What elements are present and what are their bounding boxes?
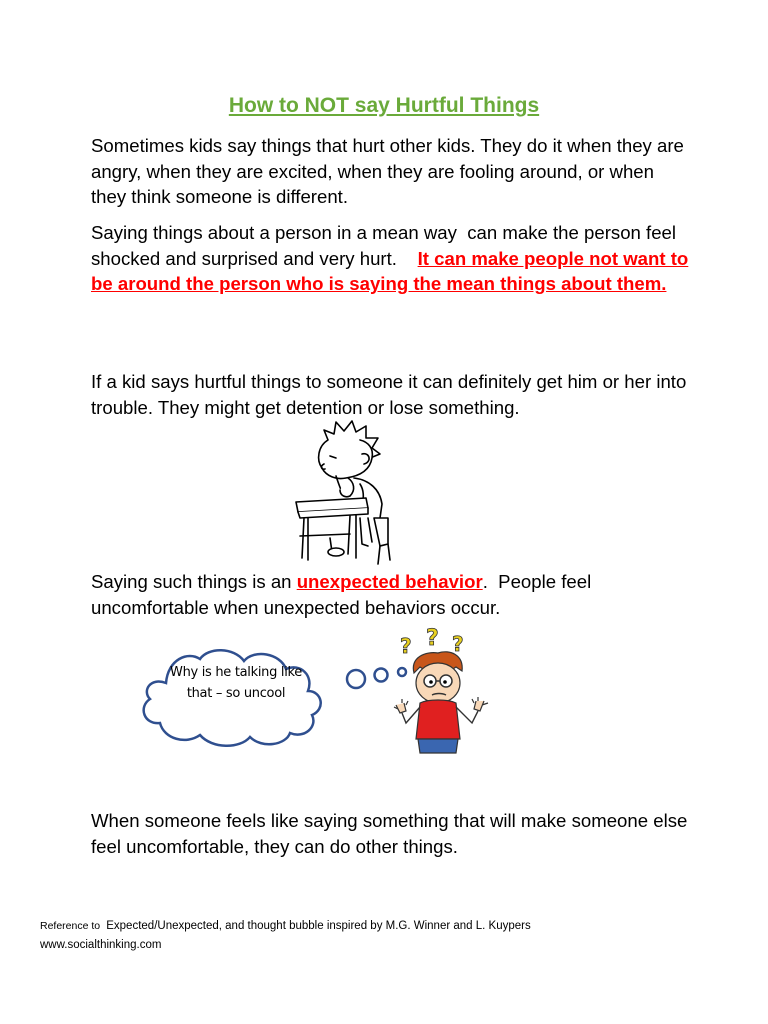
thought-bubble-text: Why is he talking like that – so uncool bbox=[170, 665, 302, 701]
unexpected-behavior-term: unexpected behavior bbox=[296, 571, 483, 592]
unexpected-text-end: . People feel uncomfortable when unexpected behaviors occur. bbox=[91, 571, 597, 618]
footer-reference-line bbox=[40, 917, 740, 936]
trouble-paragraph: If a kid says hurtful things to someone it can definitely get him or her into trouble. They might get detention or lose something. bbox=[91, 371, 687, 418]
footer-prefix: Reference to bbox=[40, 920, 104, 932]
footer-reference-text: Expected/Unexpected, and thought bubble inspired by M.G. Winner and L. Kuypers bbox=[103, 920, 531, 932]
page-title: How to NOT say Hurtful Things bbox=[228, 94, 540, 117]
student-at-desk-icon bbox=[290, 418, 400, 566]
confused-boy-icon bbox=[392, 627, 507, 755]
emphasis-warning: It can make people not want to be around the person who is saying the mean things about them. bbox=[91, 247, 689, 294]
footer-reference bbox=[40, 917, 740, 954]
closing-paragraph: When someone feels like saying something that will make someone else feel uncomfortable, they can do other things. bbox=[91, 810, 688, 857]
unexpected-text-start: Saying such things is an bbox=[91, 571, 297, 592]
svg-text:?: ? bbox=[452, 632, 464, 656]
mean-way-paragraph bbox=[91, 220, 691, 297]
intro-paragraph: Sometimes kids say things that hurt other kids. They do it when they are angry, when they are excited, when they are fooling around, or when they think someone is different. bbox=[91, 135, 684, 207]
unexpected-paragraph bbox=[91, 569, 691, 620]
mean-way-text: Saying things about a person in a mean way can make the person feel shocked and surprised and very hurt. bbox=[91, 222, 682, 269]
svg-text:?: ? bbox=[400, 634, 412, 658]
footer-url: www.socialthinking.com bbox=[40, 938, 162, 951]
svg-text:?: ? bbox=[426, 627, 439, 651]
